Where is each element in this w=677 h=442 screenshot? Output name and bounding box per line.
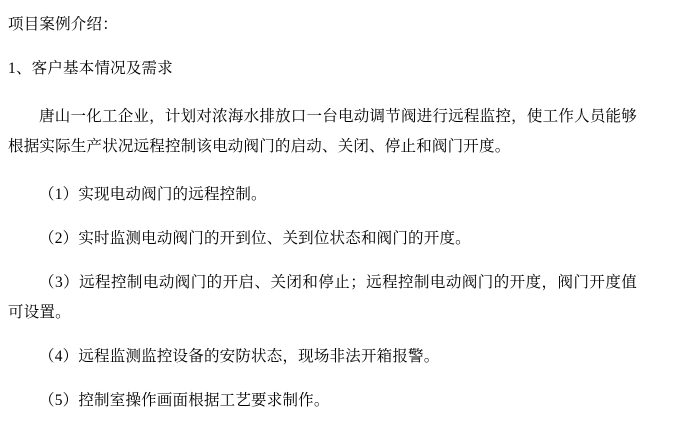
document-title: 项目案例介绍： bbox=[8, 16, 118, 33]
requirement-item-1: （1）实现电动阀门的远程控制。 bbox=[39, 186, 267, 203]
requirement-item-5: （5）控制室操作画面根据工艺要求制作。 bbox=[39, 392, 330, 409]
requirement-item-3: （3）远程控制电动阀门的开启、关闭和停止；远程控制电动阀门的开度，阀门开度值可设置。 bbox=[8, 274, 637, 321]
requirement-item-4: （4）远程监测监控设备的安防状态，现场非法开箱报警。 bbox=[39, 348, 440, 365]
section-heading-1: 1、客户基本情况及需求 bbox=[8, 60, 173, 77]
paragraph-customer-background: 唐山一化工企业，计划对浓海水排放口一台电动调节阀进行远程监控，使工作人员能够根据实际生产状况远程控制该电动阀门的启动、关闭、停止和阀门开度。 bbox=[8, 108, 637, 155]
requirement-item-2: （2）实时监测电动阀门的开到位、关到位状态和阀门的开度。 bbox=[39, 230, 471, 247]
